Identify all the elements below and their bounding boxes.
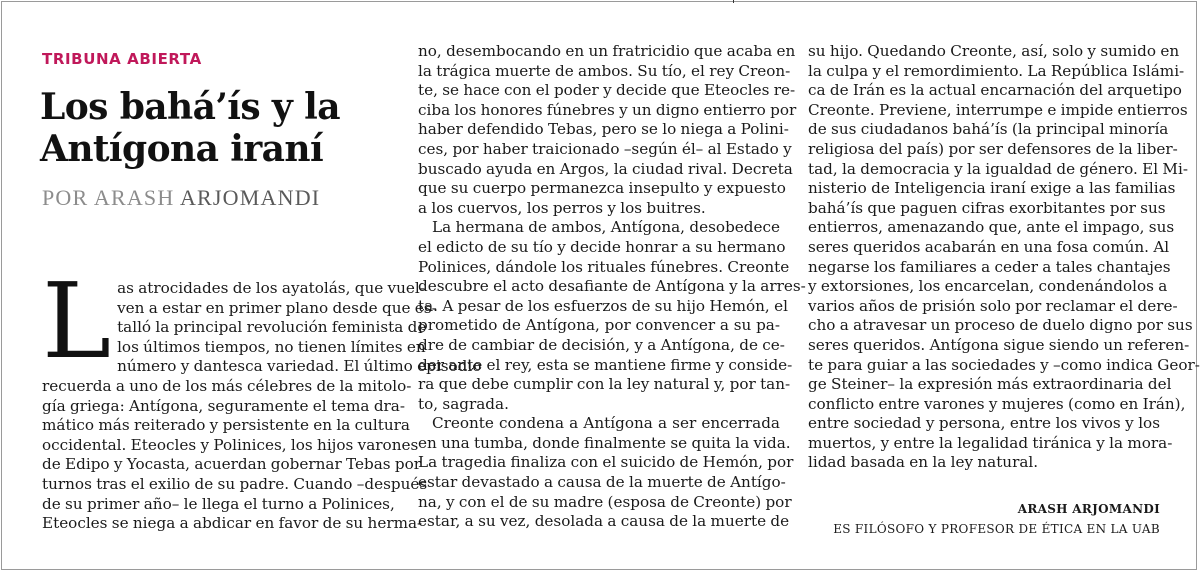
text-line: varios años de prisión solo por reclamar el dere- [808,296,1178,315]
text-line: lidad basada en la ley natural. [808,453,1039,472]
text-line: seres queridos. Antígona sigue siendo un referen- [808,335,1190,354]
text-line: recuerda a uno de los más célebres de la mitolo- [42,376,412,395]
text-line: seres queridos acabarán en una fosa común. Al [808,237,1170,256]
text-line: Eteocles se niega a abdicar en favor de su herma- [42,514,423,533]
crop-mark [733,0,734,3]
text-line: su hijo. Quedando Creonte, así, solo y sumido en [808,42,1180,60]
text-line: ca de Irán es la actual encarnación del arquetipo [808,81,1182,100]
text-line: tad, la democracia y la igualdad de género. El Mi- [808,159,1188,178]
text-line: turnos tras el exilio de su padre. Cuando –después [42,474,428,493]
text-line: Creonte. Previene, interrumpe e impide entierros [808,100,1188,119]
byline-name: ARJOMANDI [179,185,321,210]
text-line: gía griega: Antígona, seguramente el tema dra- [42,396,405,415]
text-line: Creonte condena a Antígona a ser encerrada [432,414,780,433]
section-label: TRIBUNA ABIERTA [42,50,202,68]
author-role: ES FILÓSOFO Y PROFESOR DE ÉTICA EN LA UAB [833,522,1160,536]
text-line: a los cuervos, los perros y los buitres. [418,198,706,217]
text-line: y extorsiones, los encarcelan, condenándolos a [808,277,1168,296]
text-line: talló la principal revolución feminista de [117,318,427,337]
text-line: te, se hace con el poder y decide que Eteocles re- [418,81,796,100]
text-line: que su cuerpo permanezca insepulto y expuesto [418,179,786,198]
text-line: de su primer año– le llega el turno a Polinices, [42,494,395,513]
text-line: ta. A pesar de los esfuerzos de su hijo Hemón, el [418,296,788,315]
author-signature: ARASH ARJOMANDI [1017,502,1160,516]
text-line: la culpa y el remordimiento. La República Islámi- [808,61,1185,80]
text-line: buscado ayuda en Argos, la ciudad rival. Decreta [418,159,793,178]
text-line: no, desembocando en un fratricidio que acaba en [418,42,796,60]
byline [42,185,320,211]
text-line: der ante el rey, esta se mantiene firme y conside- [418,355,793,374]
text-line: conflicto entre varones y mujeres (como en Irán), [808,394,1186,413]
text-line: bahá’ís que paguen cifras exorbitantes por sus [808,198,1166,217]
text-line: los últimos tiempos, no tienen límites en [117,337,426,356]
text-line: entierros, amenazando que, ante el impago, sus [808,218,1175,237]
text-line: en una tumba, donde finalmente se quita la vida. [418,433,791,452]
text-line: ciba los honores fúnebres y un digno entierro por [418,100,797,119]
text-line: de sus ciudadanos bahá’ís (la principal minoría [808,120,1169,139]
text-line: cho a atravesar un proceso de duelo digno por sus [808,316,1193,335]
text-line: número y dantesca variedad. El último episodio [117,357,482,376]
text-line: mático más reiterado y persistente en la cultura [42,416,410,435]
column-3-text [808,42,1200,473]
text-line: occidental. Eteocles y Polinices, los hijos varones [42,435,419,454]
text-line: prometido de Antígona, por convencer a su pa- [418,316,780,335]
text-line: la trágica muerte de ambos. Su tío, el rey Creon- [418,61,791,80]
text-line: ces, por haber traicionado –según él– al Estado y [418,139,792,158]
text-line: de Edipo y Yocasta, acuerdan gobernar Tebas por [42,455,422,474]
headline: Los bahá’ís y la Antígona iraní [40,86,340,170]
column-2-text [418,42,806,532]
text-line: muertos, y entre la legalidad tiránica y la mora- [808,433,1173,452]
text-line: La tragedia finaliza con el suicido de Hemón, por [418,453,794,472]
text-line: to, sagrada. [418,394,509,413]
text-line: entre sociedad y persona, entre los vivos y los [808,414,1160,433]
text-line: dre de cambiar de decisión, y a Antígona, de ce- [418,335,785,354]
text-line: religiosa del país) por ser defensores de la liber- [808,139,1178,158]
text-line: te para guiar a las sociedades y –como indica Geor- [808,355,1200,374]
text-line: La hermana de ambos, Antígona, desobedece [432,218,780,237]
text-line: ven a estar en primer plano desde que es- [117,298,437,317]
text-line: descubre el acto desafiante de Antígona y la arres- [418,277,806,296]
column-2 [418,42,806,532]
column-3 [808,42,1200,473]
byline-prefix: POR ARASH [42,185,180,210]
text-line: ge Steiner– la expresión más extraordinaria del [808,375,1172,394]
text-line: estar, a su vez, desolada a causa de la muerte de [418,512,790,531]
text-line: estar devastado a causa de la muerte de Antígo- [418,473,786,492]
text-line: na, y con el de su madre (esposa de Creonte) por [418,492,792,511]
text-line: el edicto de su tío y decide honrar a su hermano [418,237,786,256]
text-line: negarse los familiares a ceder a tales chantajes [808,257,1171,276]
text-line: nisterio de Inteligencia iraní exige a las familias [808,179,1176,198]
text-line: ra que debe cumplir con la ley natural y, por tan- [418,375,791,394]
text-line: Polinices, dándole los rituales fúnebres. Creonte [418,257,790,276]
text-line: haber defendido Tebas, pero se lo niega a Polini- [418,120,789,139]
text-line: as atrocidades de los ayatolás, que vuel- [117,279,425,297]
drop-cap: L [42,260,112,382]
